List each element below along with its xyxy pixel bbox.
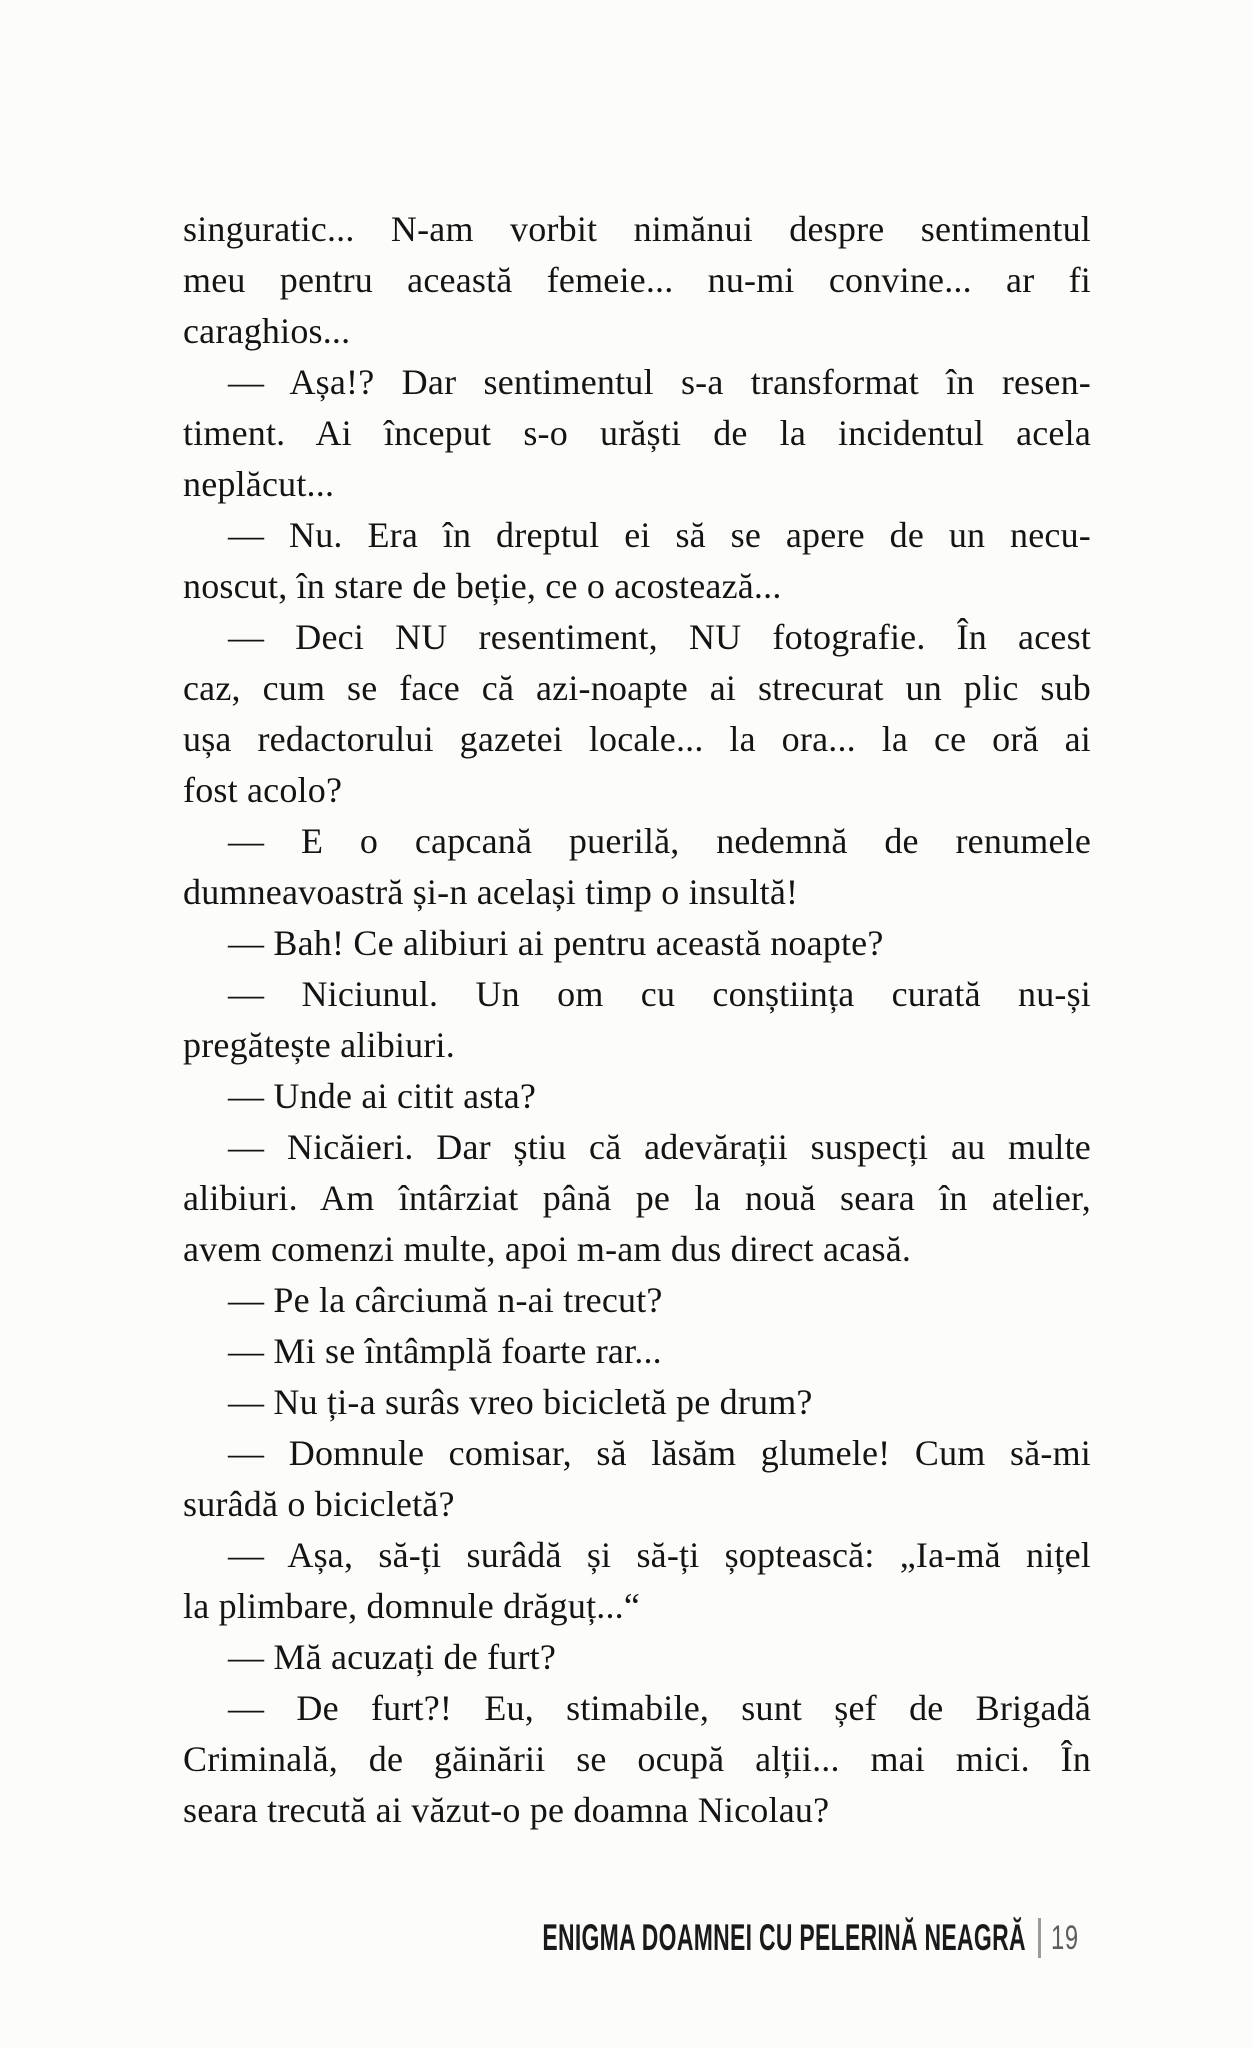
text-line: ușa redactorului gazetei locale... la ora... la ce oră ai <box>183 719 1091 759</box>
text-line: — Mă acuzați de furt? <box>228 1637 557 1677</box>
text-line: singuratic... N-am vorbit nimănui despre sentimentul <box>183 209 1091 249</box>
text-line: alibiuri. Am întârziat până pe la nouă seara în atelier, <box>183 1178 1091 1218</box>
text-line: — Așa, să-ți surâdă și să-ți șoptească: „Ia-mă nițel <box>228 1535 1091 1575</box>
running-title: ENIGMA DOAMNEI CU PELERINĂ NEAGRĂ <box>542 1917 1027 1958</box>
paragraph <box>183 1530 1091 1632</box>
paragraph <box>183 1071 1091 1122</box>
body-text <box>183 204 1091 1836</box>
paragraph <box>183 1122 1091 1275</box>
paragraph <box>183 1683 1091 1836</box>
page-footer <box>246 1908 1091 1968</box>
text-line: — Unde ai citit asta? <box>228 1076 537 1116</box>
paragraph <box>183 1428 1091 1530</box>
text-line: — Așa!? Dar sentimentul s-a transformat în resen- <box>228 362 1091 402</box>
text-line: — Mi se întâmplă foarte rar... <box>228 1331 662 1371</box>
page-number: 19 <box>1051 1918 1080 1957</box>
text-line: — Niciunul. Un om cu conștiința curată nu-și <box>228 974 1091 1014</box>
text-line: — Bah! Ce alibiuri ai pentru această noapte? <box>228 923 884 963</box>
text-line: Criminală, de găinării se ocupă alții... mai mici. În <box>183 1739 1091 1779</box>
text-line: surâdă o bicicletă? <box>183 1484 455 1524</box>
footer-divider <box>1038 1918 1041 1958</box>
text-line: caraghios... <box>183 311 351 351</box>
paragraph <box>183 1377 1091 1428</box>
text-line: — Domnule comisar, să lăsăm glumele! Cum să-mi <box>228 1433 1091 1473</box>
text-line: fost acolo? <box>183 770 343 810</box>
text-line: — Nu. Era în dreptul ei să se apere de un necu- <box>228 515 1091 555</box>
paragraph <box>183 816 1091 918</box>
text-line: seara trecută ai văzut-o pe doamna Nicolau? <box>183 1790 830 1830</box>
text-line: timent. Ai început s-o urăști de la incidentul acela <box>183 413 1091 453</box>
paragraph <box>183 1326 1091 1377</box>
paragraph <box>183 612 1091 816</box>
paragraph <box>183 510 1091 612</box>
paragraph <box>183 204 1091 357</box>
text-line: neplăcut... <box>183 464 335 504</box>
text-line: dumneavoastră și-n același timp o insultă! <box>183 872 799 912</box>
paragraph <box>183 1632 1091 1683</box>
paragraph <box>183 1275 1091 1326</box>
text-line: meu pentru această femeie... nu-mi convine... ar fi <box>183 260 1091 300</box>
text-line: — Pe la cârciumă n-ai trecut? <box>228 1280 663 1320</box>
paragraph <box>183 969 1091 1071</box>
text-line: — Nu ți-a surâs vreo bicicletă pe drum? <box>228 1382 813 1422</box>
paragraph <box>183 357 1091 510</box>
text-line: — Nicăieri. Dar știu că adevărații suspecți au multe <box>228 1127 1091 1167</box>
text-line: — E o capcană puerilă, nedemnă de renumele <box>228 821 1091 861</box>
paragraph <box>183 918 1091 969</box>
text-line: — De furt?! Eu, stimabile, sunt șef de Brigadă <box>228 1688 1091 1728</box>
text-line: noscut, în stare de beție, ce o acostează... <box>183 566 782 606</box>
text-line: caz, cum se face că azi-noapte ai strecurat un plic sub <box>183 668 1091 708</box>
text-line: pregătește alibiuri. <box>183 1025 455 1065</box>
text-line: avem comenzi multe, apoi m-am dus direct acasă. <box>183 1229 912 1269</box>
text-line: — Deci NU resentiment, NU fotografie. În acest <box>228 617 1091 657</box>
text-line: la plimbare, domnule drăguț...“ <box>183 1586 641 1626</box>
